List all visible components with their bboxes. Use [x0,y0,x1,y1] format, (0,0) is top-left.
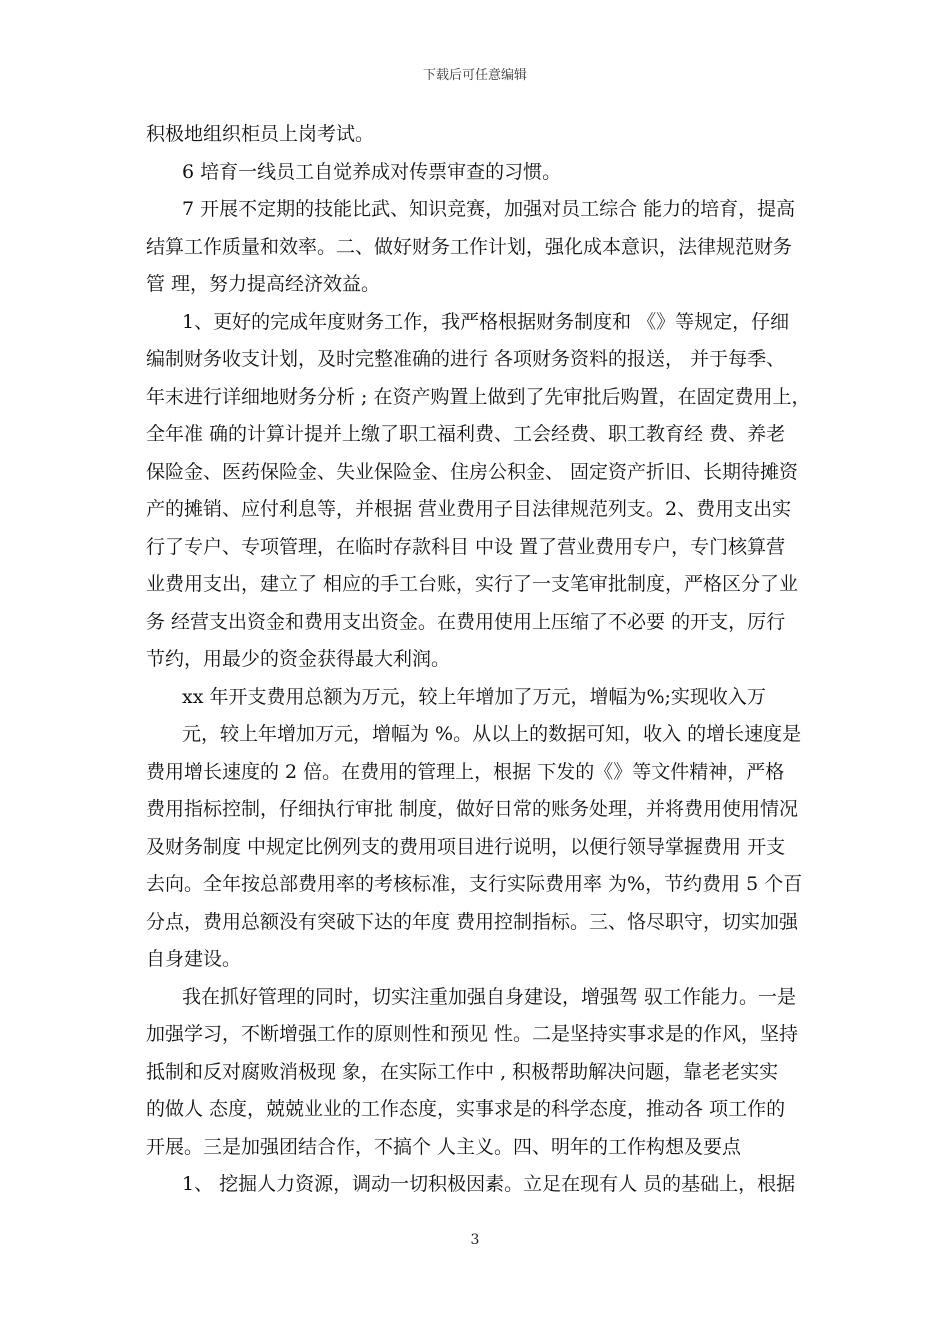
text-line: 6 培育一线员工自觉养成对传票审查的习惯。 [182,160,562,183]
text-line: 费用增长速度的 2 倍。在费用的管理上，根据 下发的《》等文件精神，严格 [146,760,785,783]
text-line: 管 理，努力提高经济效益。 [146,273,381,295]
text-line: xx 年开支费用总额为万元，较上年增加了万元，增幅为%;实现收入万 [182,685,766,708]
text-line: 节约，用最少的资金获得最大利润。 [146,648,451,670]
document-body [146,116,811,1204]
text-line: 7 开展不定期的技能比武、知识竞赛，加强对员工综合 能力的培育，提高 [182,198,796,220]
text-line: 产的摊销、应付利息等，并根据 营业费用子目法律规范列支。2、费用支出实 [146,498,792,520]
text-line: 自身建设。 [146,948,242,970]
text-line: 元，较上年增加万元，增幅为 %。从以上的数据可知，收入 的增长速度是 [182,723,802,745]
text-line: 分点，费用总额没有突破下达的年度 费用控制指标。三、恪尽职守，切实加强 [146,910,799,933]
text-line: 全年准 确的计算计提并上缴了职工福利费、工会经费、职工教育经 费、养老 [146,423,786,445]
text-line: 费用指标控制，仔细执行审批 制度，做好日常的账务处理，并将费用使用情况 [146,798,799,820]
text-line: 我在抓好管理的同时，切实注重加强自身建设，增强驾 驭工作能力。一是 [182,985,797,1008]
text-line: 加强学习，不断增强工作的原则性和预见 性。二是坚持实事求是的作风，坚持 [146,1023,799,1045]
text-line: 年末进行详细地财务分析 ; 在资产购置上做到了先审批后购置，在固定费用上， [146,385,811,408]
text-line: 结算工作质量和效率。二、做好财务工作计划，强化成本意识，法律规范财务 [146,235,793,258]
text-line: 1、更好的完成年度财务工作，我严格根据财务制度和 《》等规定，仔细 [182,310,790,333]
page-number: 3 [470,1232,480,1248]
text-line: 行了专户、专项管理，在临时存款科目 中设 置了营业费用专户，专门核算营 [146,535,786,558]
text-line: 抵制和反对腐败消极现 象，在实际工作中 , 积极帮助解决问题，靠老老实实 [146,1060,779,1083]
text-line: 积极地组织柜员上岗考试。 [146,123,375,145]
page-header-note: 下载后可任意编辑 [422,68,527,83]
text-line: 业费用支出，建立了 相应的手工台账，实行了一支笔审批制度，严格区分了业 [146,573,799,595]
text-line: 编制财务收支计划，及时完整准确的进行 各项财务资料的报送， 并于每季、 [146,348,786,370]
text-line: 保险金、医药保险金、失业保险金、住房公积金、 固定资产折旧、长期待摊资 [146,460,799,483]
text-line: 1、 挖掘人力资源，调动一切积极因素。立足在现有人 员的基础上，根据 [182,1173,796,1195]
text-line: 去向。全年按总部费用率的考核标准，支行实际费用率 为%，节约费用 5 个百 [146,873,803,895]
text-line: 及财务制度 中规定比例列支的费用项目进行说明，以便行领导掌握费用 开支 [146,835,786,858]
text-line: 的做人 态度，兢兢业业的工作态度，实事求是的科学态度，推动各 项工作的 [146,1098,786,1120]
text-line: 务 经营支出资金和费用支出资金。在费用使用上压缩了不必要 的开支，厉行 [146,610,786,633]
text-line: 开展。三是加强团结合作，不搞个 人主义。四、明年的工作构想及要点 [146,1135,742,1158]
